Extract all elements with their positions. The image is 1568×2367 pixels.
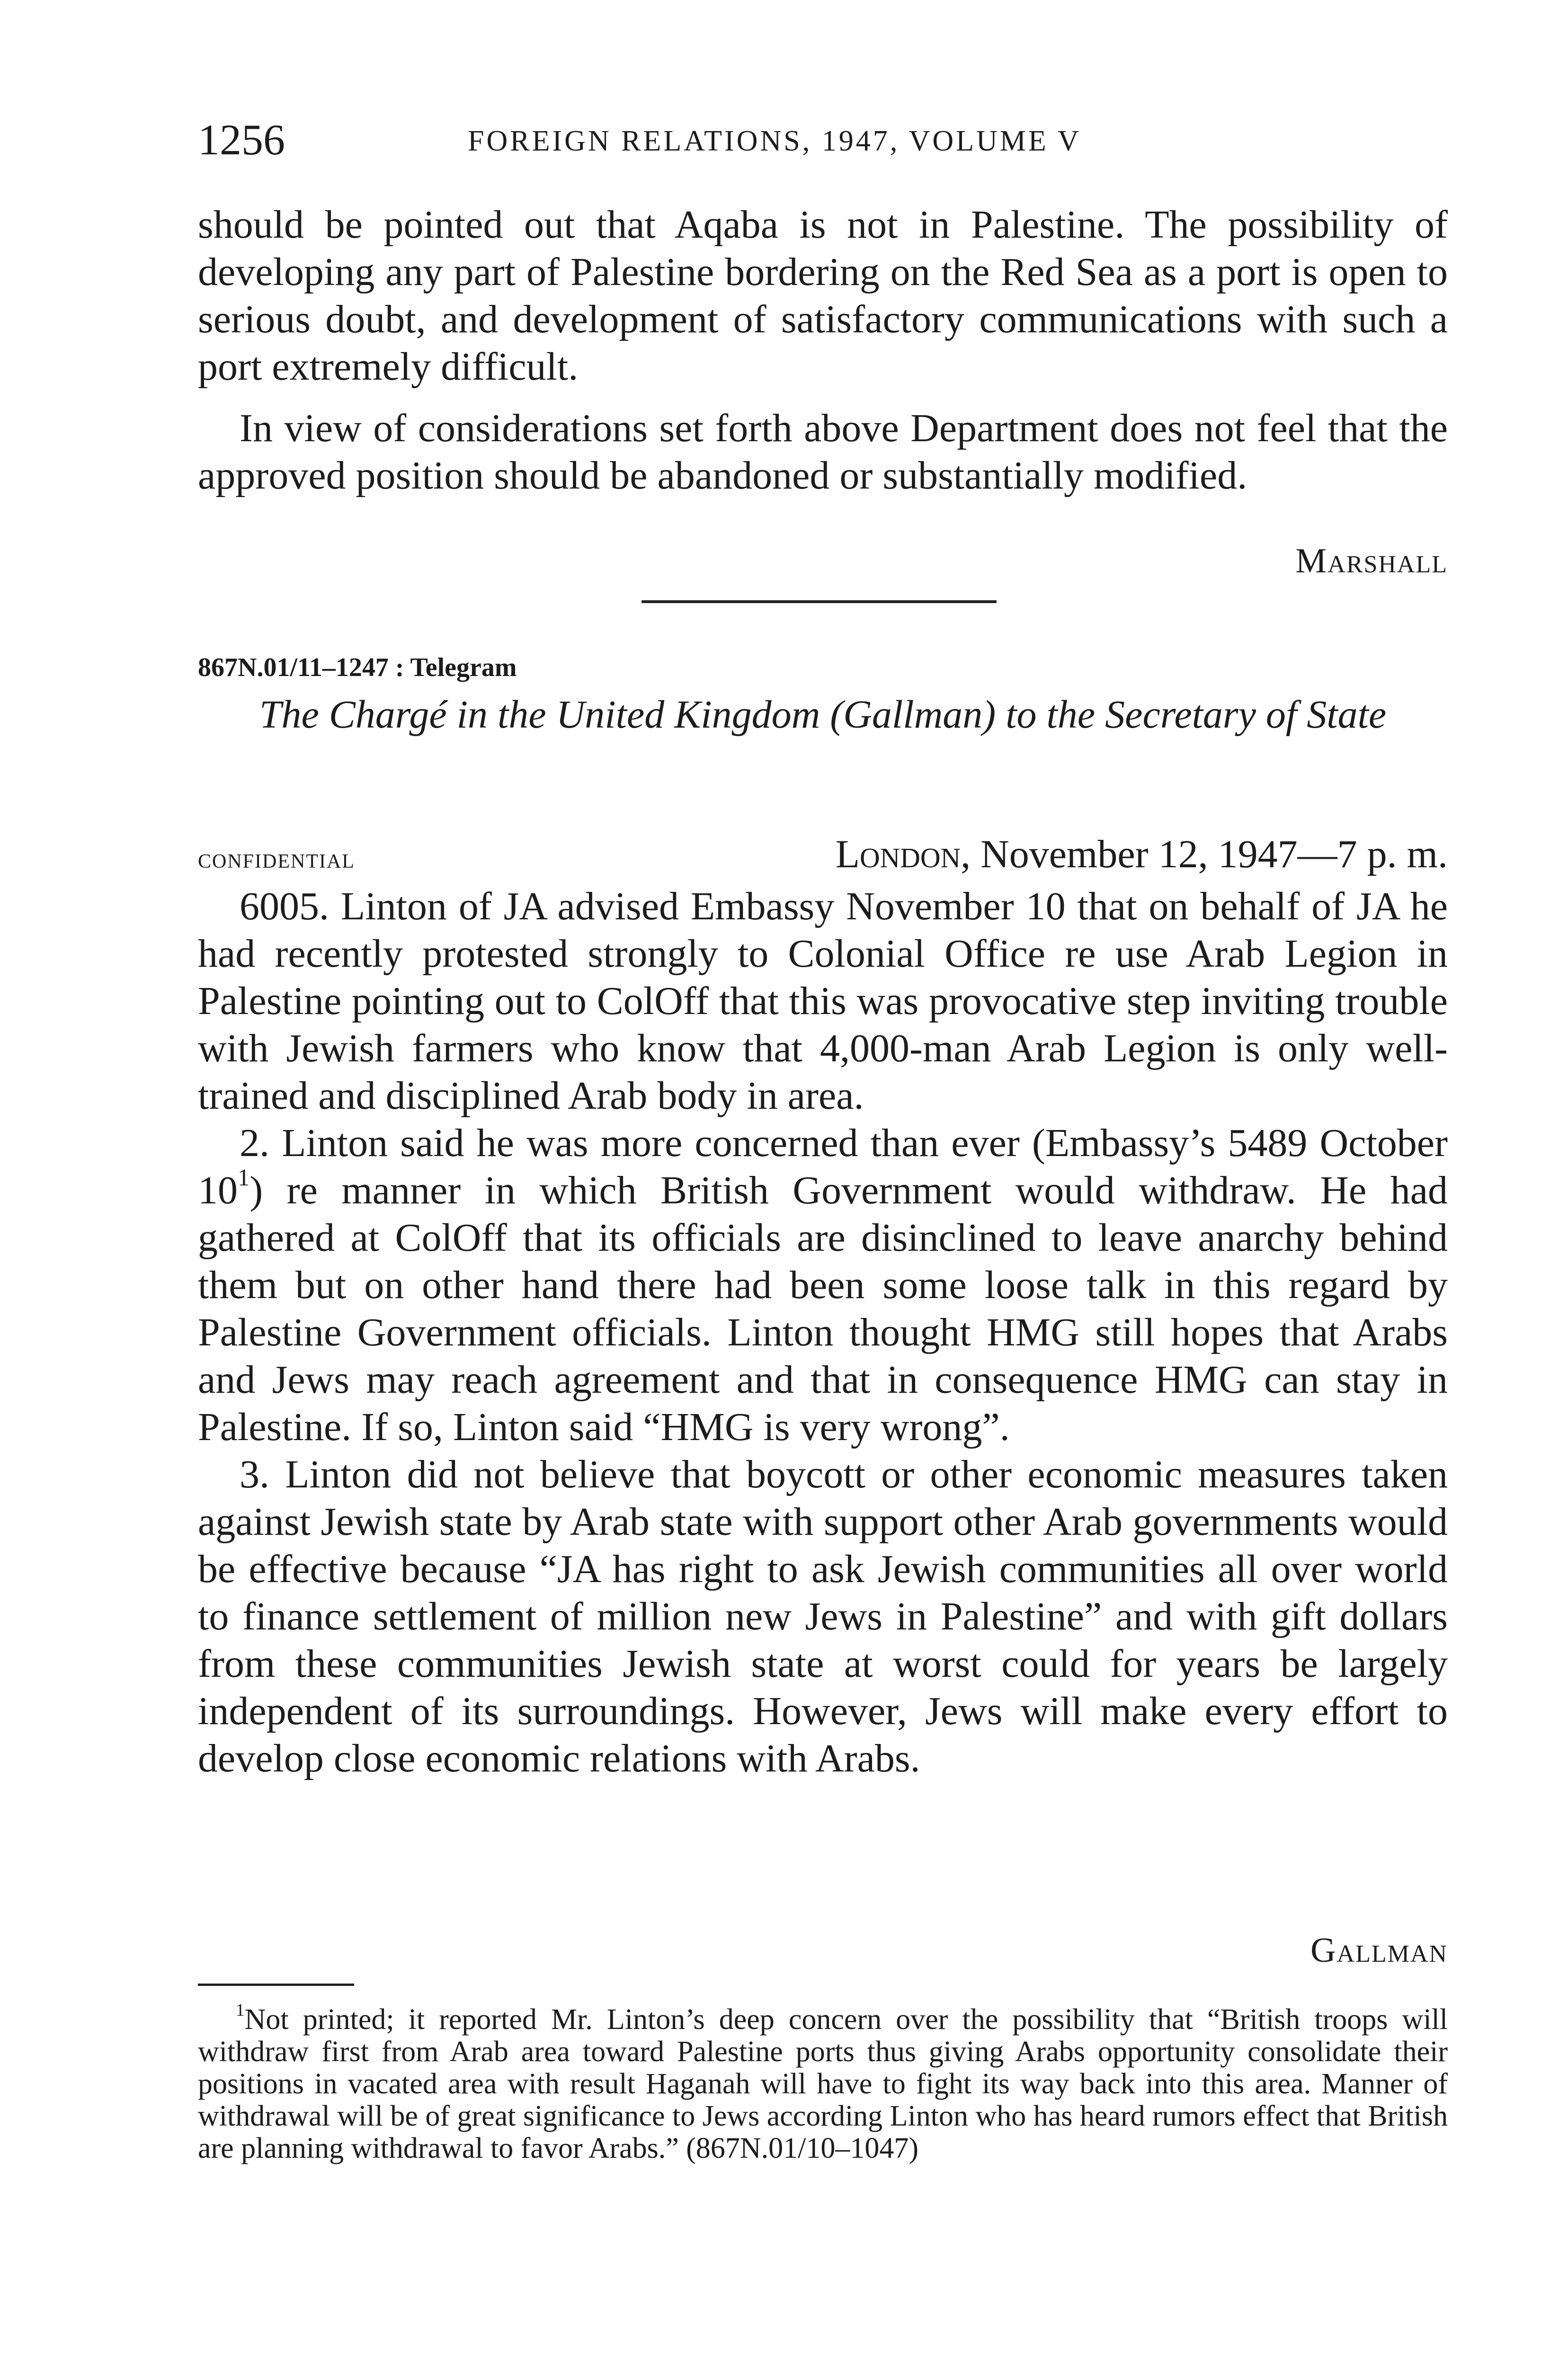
continued-text	[198, 201, 1448, 499]
footnote-body	[198, 2003, 1448, 2164]
signature-gallman: Gallman	[1310, 1931, 1448, 1970]
classification-dateline	[198, 831, 1448, 878]
telegram-paragraph-3: 3. Linton did not believe that boycott or other economic measures taken against Jewish state by Arab state with support other Arab governments would be effective because “JA has right to ask Jewish communities all over world to finance settlement of million new Jews in Palestine” and with gift dollars from these communities Jewish state at worst could for years be largely independent of its surroundings. However, Jews will make every effort to develop close economic relations with Arabs.	[198, 1452, 1448, 1780]
classification-label: confidential	[198, 843, 355, 874]
page-number: 1256	[198, 116, 285, 164]
dateline-date: , November 12, 1947—7 p. m.	[961, 832, 1448, 876]
footnote-marker: 1	[236, 2001, 245, 2020]
running-title: FOREIGN RELATIONS, 1947, VOLUME V	[468, 125, 1081, 157]
signature-marshall: Marshall	[1295, 542, 1448, 580]
footnote-divider	[198, 1984, 354, 1986]
telegram-body	[198, 883, 1448, 1782]
footnote	[198, 2003, 1448, 2164]
telegram-paragraph-2-part-b: ) re manner in which British Government would withdraw. He had gathered at ColOff that its officials are disinclined to leave anarchy behind them but on other hand there had been some loose talk in this regard by Palestine Government officials. Linton thought HMG still hopes that Arabs and Jews may reach agreement and that in consequence HMG can stay in Palestine. If so, Linton said “HMG is very wrong”.	[198, 1168, 1448, 1449]
file-reference: 867N.01/11–1247 : Telegram	[198, 653, 517, 682]
footnote-text: Not printed; it reported Mr. Linton’s deep concern over the possibility that “British troops will withdraw first from Arab area toward Palestine ports thus giving Arabs opportunity consolidate their positions in vacated area with result Haganah will have to fight its way back into this area. Manner of withdrawal will be of great significance to Jews according Linton who has heard rumors effect that British are planning withdrawal to favor Arabs.” (867N.01/10–1047)	[198, 2003, 1448, 2164]
telegram-paragraph-2	[198, 1120, 1448, 1451]
continued-paragraph: should be pointed out that Aqaba is not in Palestine. The possibility of developing any part of Palestine bordering on the Red Sea as a port is open to serious doubt, and development of satisfactory communications with such a port extremely difficult.	[198, 203, 1448, 389]
conclusion-paragraph: In view of considerations set forth above Department does not feel that the approved position should be abandoned or substantially modified.	[198, 406, 1448, 498]
running-head	[198, 114, 1448, 166]
document-title: The Chargé in the United Kingdom (Gallman) to the Secretary of State	[259, 693, 1387, 737]
section-divider	[641, 600, 997, 603]
telegram-paragraph-2-part-a: 2. Linton said he was more concerned than ever (Embassy’s 5489 October 10	[198, 1121, 1448, 1212]
footnote-reference: 1	[238, 1164, 250, 1191]
dateline	[836, 831, 1448, 878]
dateline-place: London	[835, 832, 961, 876]
telegram-paragraph-1: 6005. Linton of JA advised Embassy November 10 that on behalf of JA he had recently protested strongly to Colonial Office re use Arab Legion in Palestine pointing out to ColOff that this was provocative step inviting trouble with Jewish farmers who know that 4,000-man Arab Legion is only well-trained and disciplined Arab body in area.	[198, 884, 1448, 1118]
